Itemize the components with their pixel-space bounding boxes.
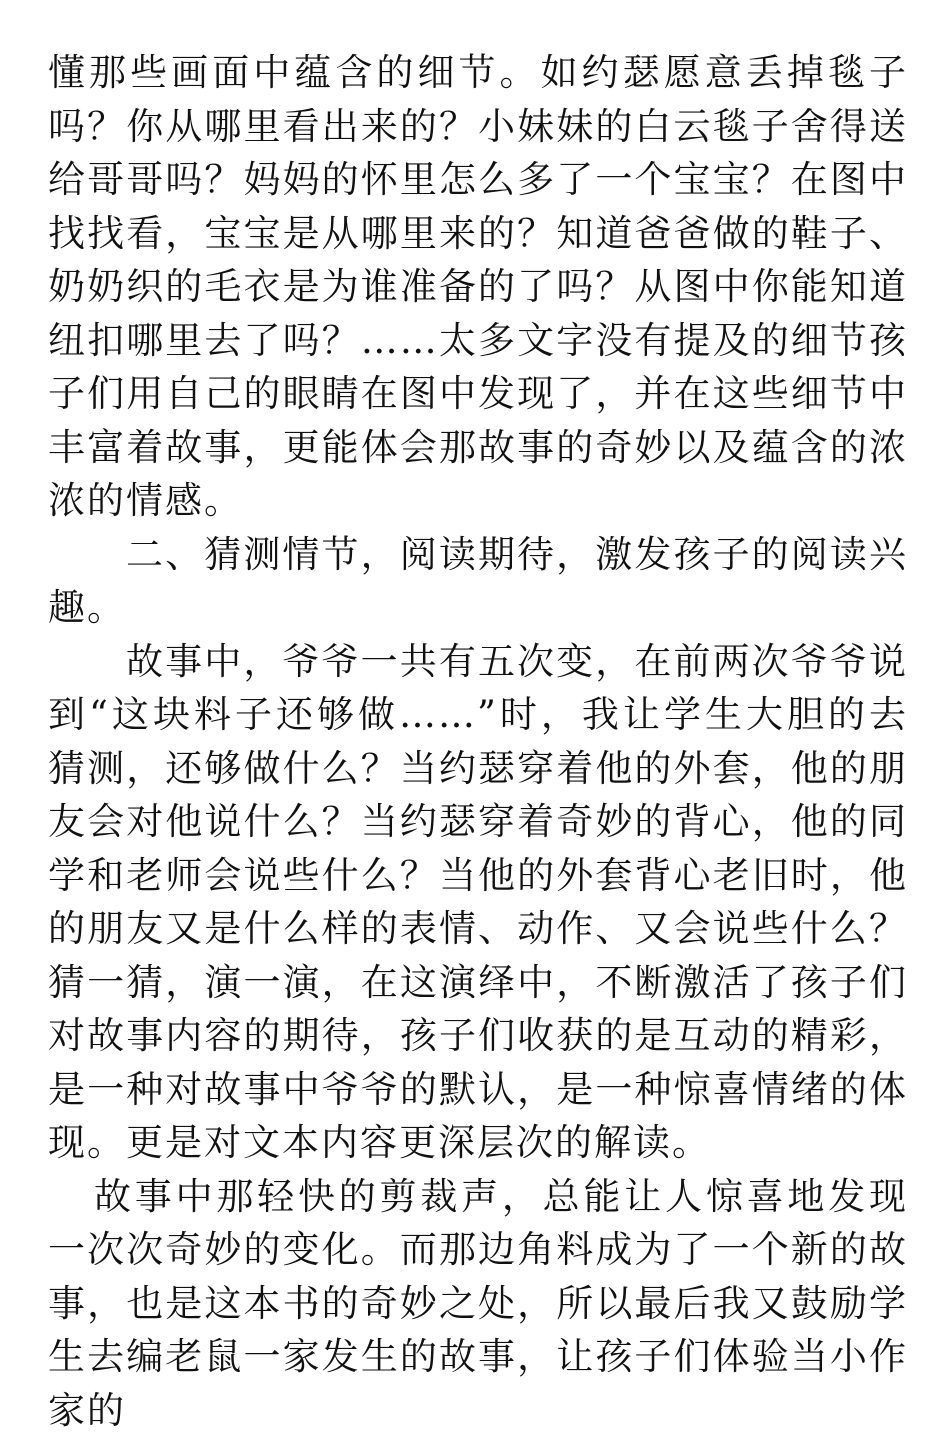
section-heading-guess-plot: 二、猜测情节，阅读期待，激发孩子的阅读兴趣。: [48, 528, 908, 635]
paragraph-scissors-sound: 故事中那轻快的剪裁声，总能让人惊喜地发现一次次奇妙的变化。而那边角料成为了一个新的故事，也是这本书的奇妙之处，所以最后我又鼓励学生去编老鼠一家发生的故事，让孩子们体验当小作家的: [48, 1170, 908, 1437]
paragraph-grandpa-changes: 故事中，爷爷一共有五次变，在前两次爷爷说到“这块料子还够做……”时，我让学生大胆的去猜测，还够做什么？当约瑟穿着他的外套，他的朋友会对他说什么？当约瑟穿着奇妙的背心，他的同学和老师会说些什么？当他的外套背心老旧时，他的朋友又是什么样的表情、动作、又会说些什么？猜一猜，演一演，在这演绎中，不断激活了孩子们对故事内容的期待，孩子们收获的是互动的精彩，是一种对故事中爷爷的默认，是一种惊喜情绪的体现。更是对文本内容更深层次的解读。: [48, 635, 908, 1170]
document-body: [48, 46, 908, 1437]
paragraph-details-continuation: 懂那些画面中蕴含的细节。如约瑟愿意丢掉毯子吗？你从哪里看出来的？小妹妹的白云毯子舍得送给哥哥吗？妈妈的怀里怎么多了一个宝宝？在图中找找看，宝宝是从哪里来的？知道爸爸做的鞋子、奶奶织的毛衣是为谁准备的了吗？从图中你能知道纽扣哪里去了吗？……太多文字没有提及的细节孩子们用自己的眼睛在图中发现了，并在这些细节中丰富着故事，更能体会那故事的奇妙以及蕴含的浓浓的情感。: [48, 46, 908, 528]
